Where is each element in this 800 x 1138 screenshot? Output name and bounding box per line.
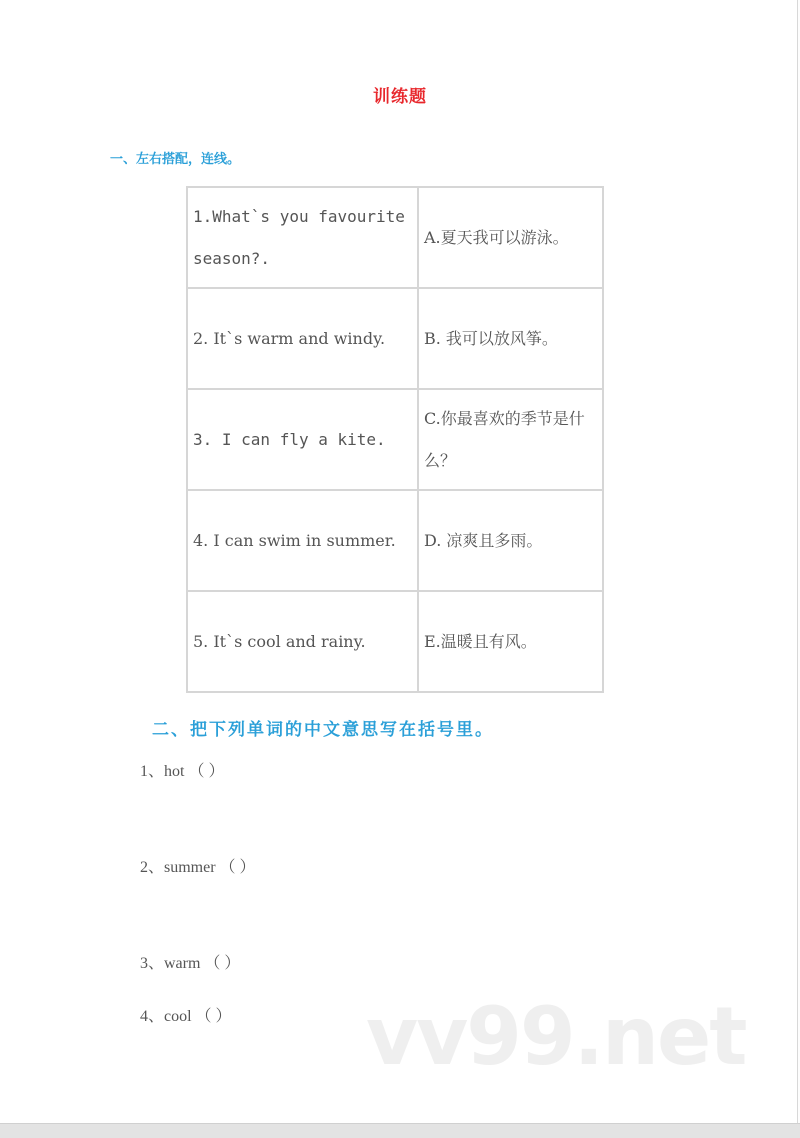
table-row: [187, 389, 603, 490]
table-cell-right: C.你最喜欢的季节是什么？: [418, 389, 603, 490]
question-item: 1、hot （ ）: [140, 763, 225, 780]
section1-heading: 一、左右搭配，连线。: [110, 152, 241, 167]
table-cell-left: 5. It`s cool and rainy.: [187, 591, 418, 692]
table-cell-left: 4. I can swim in summer.: [187, 490, 418, 591]
table-cell-right: A.夏天我可以游泳。: [418, 187, 603, 288]
page-title: 训练题: [373, 87, 427, 107]
table-row: [187, 187, 603, 288]
question-item: 4、cool （ ）: [140, 1008, 232, 1025]
matching-table: [186, 186, 604, 693]
table-cell-right: D. 凉爽且多雨。: [418, 490, 603, 591]
section2-heading: 二、把下列单词的中文意思写在括号里。: [152, 720, 494, 740]
table-cell-right: B. 我可以放风筝。: [418, 288, 603, 389]
table-row: [187, 288, 603, 389]
table-row: [187, 591, 603, 692]
table-cell-left: 1.What`s you favourite season?.: [187, 187, 418, 288]
table-cell-right: E.温暖且有风。: [418, 591, 603, 692]
page-bottom-edge: [0, 1123, 800, 1138]
watermark: vv99.net: [366, 990, 746, 1083]
table-cell-left: 2. It`s warm and windy.: [187, 288, 418, 389]
table-cell-left: 3. I can fly a kite.: [187, 389, 418, 490]
question-item: 3、warm （ ）: [140, 955, 241, 972]
question-item: 2、summer （ ）: [140, 859, 256, 876]
table-row: [187, 490, 603, 591]
